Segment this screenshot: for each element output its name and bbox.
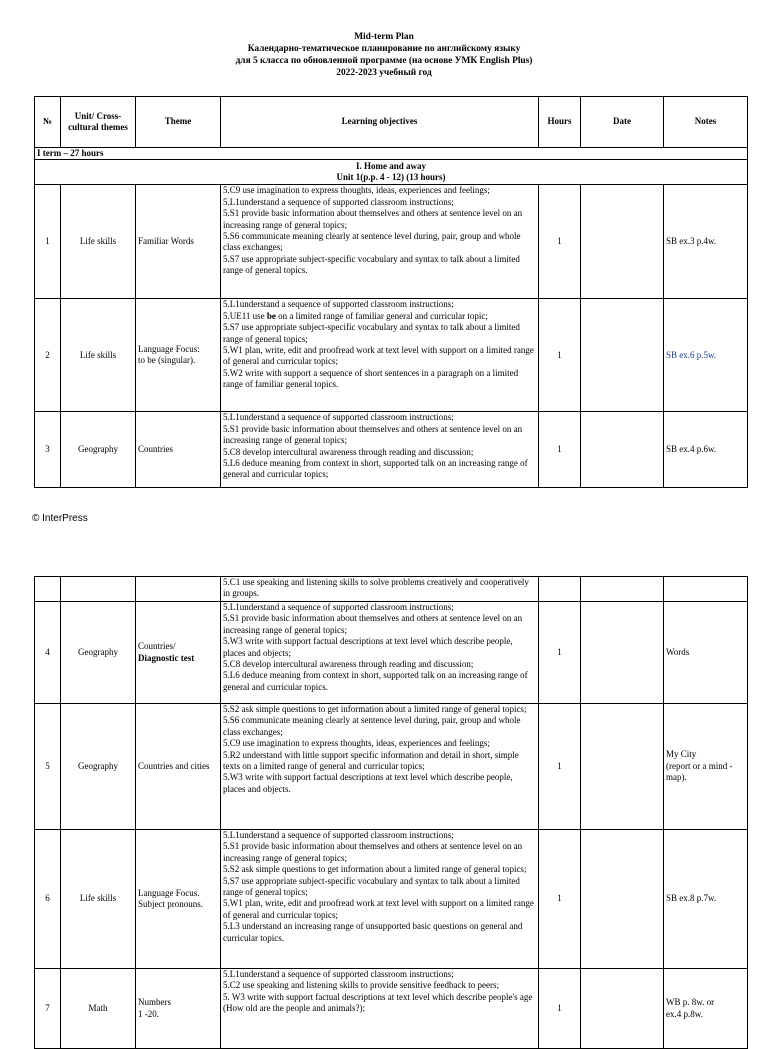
row-objectives: 5.S2 ask simple questions to get information about a limited range of general topics; 5.S6 communicate meaning clearly at sentence level during, pair, group and whole class exchanges; 5.C9 use imagination to express thoughts, ideas, experiences and feelings; 5.R2 understand with little support specific information and detail in short, simple texts on a limited range of general and curricular topics; 5.W3 write with support factual descriptions at text level which describe people, places and objects.: [221, 704, 539, 830]
row-unit: Geography: [61, 412, 136, 488]
table-row: [35, 969, 748, 1049]
row-hours: 1: [539, 704, 581, 830]
copyright-notice: © InterPress: [32, 513, 88, 524]
row-hours: 1: [539, 602, 581, 704]
document-header: [0, 31, 768, 79]
row-theme: Language Focus. Subject pronouns.: [136, 830, 221, 969]
row-theme: Countries: [136, 412, 221, 488]
table-row: [35, 704, 748, 830]
row-date: [581, 299, 664, 412]
table-row: [35, 299, 748, 412]
row-date: [581, 704, 664, 830]
row-num: 7: [35, 969, 61, 1049]
row-notes: SB ex.3 p.4w.: [664, 185, 748, 299]
plan-table-page-2: [34, 576, 748, 1049]
theme-bold-text: Diagnostic test: [138, 652, 195, 663]
header-year: 2022-2023 учебный год: [336, 68, 432, 78]
objectives-part-b: on a limited range of familiar general and curricular topic; 5.S7 use appropriate subject-specific vocabulary and syntax to talk about a limited range of general topics; 5.W1 plan, write, edit and proofread work at text level with support on a limited range of general and curricular topics; 5.W2 write with support a sequence of short sentences in a paragraph on a limited range of familiar general topics.: [223, 310, 534, 390]
row-num: 5: [35, 704, 61, 830]
row-date: [581, 830, 664, 969]
unit-row: [35, 160, 748, 185]
row-unit: Math: [61, 969, 136, 1049]
table-row: [35, 577, 748, 602]
row-hours: 1: [539, 969, 581, 1049]
header-title: Mid-term Plan: [354, 32, 414, 42]
row-objectives: 5.L1understand a sequence of supported classroom instructions; 5.S1 provide basic information about themselves and others at sentence level on an increasing range of general topics; 5.C8 develop intercultural awareness through reading and discussion; 5.L6 deduce meaning from context in short, supported talk on an increasing range of general and curricular topics;: [221, 412, 539, 488]
table-row: [35, 185, 748, 299]
row-theme: Familiar Words: [136, 185, 221, 299]
term-row: [35, 148, 748, 160]
objectives-bold-word: be: [266, 310, 276, 321]
row-unit: [61, 577, 136, 602]
row-unit: Geography: [61, 704, 136, 830]
row-notes: SB ex.4 p.6w.: [664, 412, 748, 488]
row-theme: Numbers 1 -20.: [136, 969, 221, 1049]
row-notes: WB p. 8w. or ex.4 p.8w.: [664, 969, 748, 1049]
row-objectives: 5.C1 use speaking and listening skills to solve problems creatively and cooperatively in groups.: [221, 577, 539, 602]
row-notes: [664, 577, 748, 602]
plan-table-page-1: [34, 96, 748, 488]
row-objectives: 5.C9 use imagination to express thoughts, ideas, experiences and feelings; 5.L1understand a sequence of supported classroom instructions; 5.S1 provide basic information about themselves and others at sentence level on an increasing range of general topics; 5.S6 communicate meaning clearly at sentence level during, pair, group and whole class exchanges; 5.S7 use appropriate subject-specific vocabulary and syntax to talk about a limited range of general topics.: [221, 185, 539, 299]
row-num: 4: [35, 602, 61, 704]
row-objectives: [221, 299, 539, 412]
row-hours: 1: [539, 185, 581, 299]
row-num: 1: [35, 185, 61, 299]
col-header-hours: Hours: [539, 97, 581, 148]
term-label: I term – 27 hours: [35, 148, 748, 160]
row-num: 6: [35, 830, 61, 969]
row-date: [581, 969, 664, 1049]
row-date: [581, 185, 664, 299]
row-hours: 1: [539, 412, 581, 488]
row-notes: My City (report or a mind - map).: [664, 704, 748, 830]
header-grade-line: для 5 класса по обновленной программе (на основе УМК English Plus): [235, 56, 533, 66]
col-header-date: Date: [581, 97, 664, 148]
row-unit: Life skills: [61, 185, 136, 299]
table-header-row: [35, 97, 748, 148]
row-objectives: 5.L1understand a sequence of supported classroom instructions; 5.C2 use speaking and listening skills to provide sensitive feedback to peers; 5. W3 write with support factual descriptions at text level which describe people's age (How old are the people and animals?);: [221, 969, 539, 1049]
row-notes-link[interactable]: SB ex.6 p.5w.: [664, 299, 748, 412]
col-header-theme: Theme: [136, 97, 221, 148]
row-num: 3: [35, 412, 61, 488]
row-theme: [136, 602, 221, 704]
col-header-num: №: [35, 97, 61, 148]
objectives-part-a: 5.L1understand a sequence of supported classroom instructions; 5.UE11 use: [223, 299, 454, 321]
table-row: [35, 602, 748, 704]
unit-subtitle: Unit 1(p.p. 4 - 12) (13 hours): [336, 172, 446, 183]
row-date: [581, 602, 664, 704]
row-hours: 1: [539, 299, 581, 412]
theme-text: Countries/: [138, 641, 176, 652]
row-hours: 1: [539, 830, 581, 969]
row-objectives: 5.L1understand a sequence of supported classroom instructions; 5.S1 provide basic information about themselves and others at sentence level on an increasing range of general topics; 5.S2 ask simple questions to get information about a limited range of general topics; 5.S7 use appropriate subject-specific vocabulary and syntax to talk about a limited range of general topics; 5.W1 plan, write, edit and proofread work at text level with support on a limited range of general and curricular topics; 5.L3 understand an increasing range of unsupported basic questions on general and curricular topics.: [221, 830, 539, 969]
row-num: [35, 577, 61, 602]
col-header-unit: Unit/ Cross-cultural themes: [61, 97, 136, 148]
row-notes: Words: [664, 602, 748, 704]
row-unit: Life skills: [61, 299, 136, 412]
row-theme: [136, 577, 221, 602]
row-objectives: 5.L1understand a sequence of supported classroom instructions; 5.S1 provide basic information about themselves and others at sentence level on an increasing range of general topics; 5.W3 write with support factual descriptions at text level which describe people, places and objects; 5.C8 develop intercultural awareness through reading and discussion; 5.L6 deduce meaning from context in short, supported talk on an increasing range of general and curricular topics.: [221, 602, 539, 704]
col-header-notes: Notes: [664, 97, 748, 148]
row-unit: Geography: [61, 602, 136, 704]
table-row: [35, 412, 748, 488]
row-hours: [539, 577, 581, 602]
row-num: 2: [35, 299, 61, 412]
row-theme: Language Focus: to be (singular).: [136, 299, 221, 412]
header-subtitle-ru: Календарно-тематическое планирование по английскому языку: [247, 44, 521, 54]
row-unit: Life skills: [61, 830, 136, 969]
row-notes: SB ex.8 p.7w.: [664, 830, 748, 969]
unit-title-cell: [35, 160, 748, 185]
row-theme: Countries and cities: [136, 704, 221, 830]
row-date: [581, 412, 664, 488]
table-row: [35, 830, 748, 969]
unit-title: I. Home and away: [355, 161, 426, 171]
col-header-objectives: Learning objectives: [221, 97, 539, 148]
row-date: [581, 577, 664, 602]
